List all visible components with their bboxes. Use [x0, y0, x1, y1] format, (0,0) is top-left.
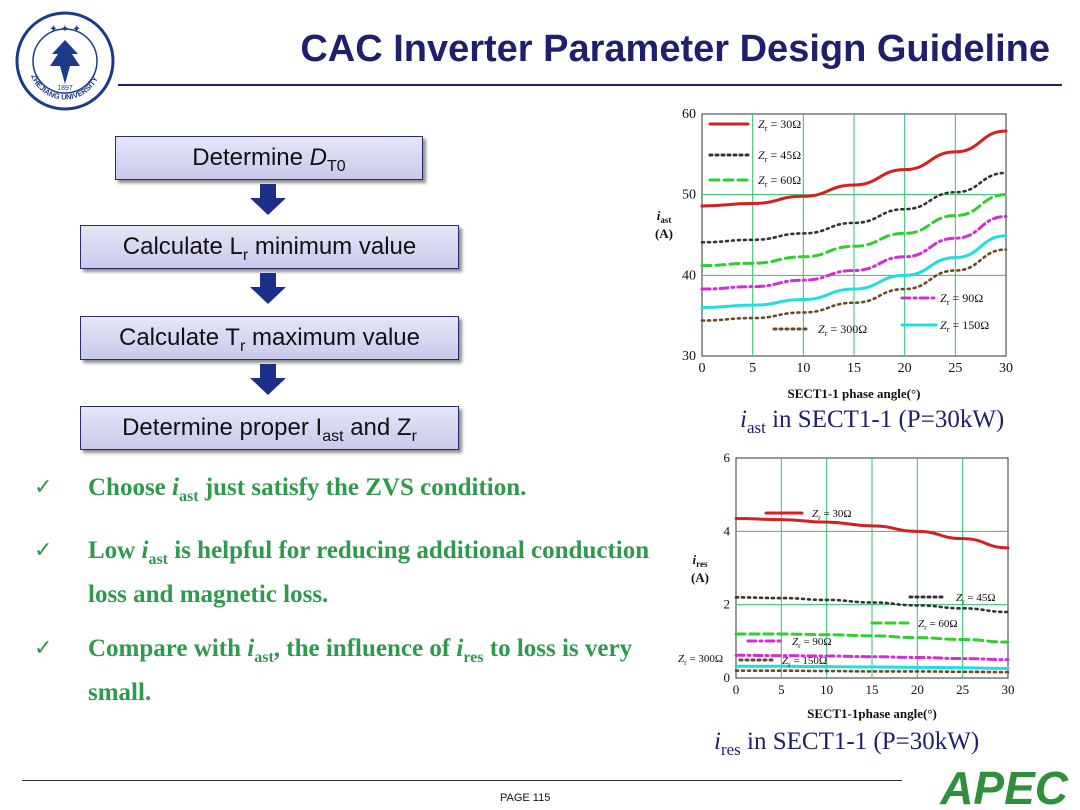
- series-label: $Z_r = 60\Omega$: [918, 618, 958, 632]
- x-tick-label: 25: [956, 682, 970, 697]
- guideline-bullets: [34, 470, 674, 729]
- x-tick-label: 5: [778, 682, 785, 697]
- page-number: PAGE 115: [500, 792, 551, 804]
- legend-label: $Z_r = 150\Omega$: [940, 318, 990, 334]
- y-tick-label: 6: [723, 450, 730, 465]
- y-tick-label: 40: [682, 268, 696, 284]
- x-tick-label: 10: [796, 361, 811, 376]
- checkmark-icon: ✓: [34, 636, 53, 661]
- flow-arrow-icon: [248, 273, 288, 305]
- x-tick-label: 15: [847, 361, 861, 376]
- bullet-item: ✓ Compare with $i_{ast}$, the influence of $i_{res}$ to loss is very small.: [34, 631, 674, 710]
- y-axis-label: $i_{ast}$: [656, 208, 672, 225]
- footer-divider: [22, 780, 902, 781]
- x-tick-label: 30: [999, 361, 1013, 376]
- chart1-caption: $i_{ast}$ in SECT1-1 (P=30kW): [740, 406, 1005, 437]
- apec-logo: [900, 760, 1070, 808]
- title-divider: [118, 84, 1062, 86]
- flow-step-2: Calculate $L_r$ minimum value: [80, 225, 459, 269]
- y-tick-label: 0: [723, 670, 730, 685]
- bullet-item: ✓ Low $i_{ast}$ is helpful for reducing additional conduction loss and magnetic loss.: [34, 533, 674, 612]
- chart2-caption: $i_{res}$ in SECT1-1 (P=30kW): [714, 728, 980, 759]
- series-label: $Z_r = 30\Omega$: [812, 508, 852, 522]
- y-axis-unit: (A): [654, 226, 674, 241]
- logo-year: 1897: [57, 85, 73, 92]
- x-tick-label: 0: [698, 361, 706, 376]
- x-axis-label: SECT1-1 phase angle(°): [787, 386, 921, 401]
- legend-label: $Z_r = 60\Omega$: [758, 173, 802, 189]
- university-logo: [14, 10, 116, 112]
- logo-text: ZHEJIANG UNIVERSITY: [29, 72, 100, 102]
- y-tick-label: 30: [682, 349, 696, 364]
- x-tick-label: 0: [732, 682, 740, 697]
- x-tick-label: 15: [865, 682, 879, 697]
- x-tick-label: 20: [897, 361, 912, 376]
- x-tick-label: 30: [1001, 682, 1015, 697]
- x-tick-label: 5: [749, 361, 757, 376]
- checkmark-icon: ✓: [34, 538, 53, 563]
- legend-label: $Z_r = 45\Omega$: [758, 148, 802, 164]
- y-tick-label: 2: [723, 596, 730, 612]
- x-axis-label: SECT1-1phase angle(°): [807, 706, 937, 721]
- y-tick-label: 50: [682, 187, 696, 203]
- x-tick-label: 20: [910, 682, 924, 697]
- series-label: $Z_r = 150\Omega$: [782, 655, 828, 669]
- flow-arrow-icon: [248, 184, 288, 216]
- legend-label: $Z_r = 30\Omega$: [758, 117, 802, 133]
- flow-step-3: Calculate $T_r$ maximum value: [80, 316, 459, 360]
- series-label: $Z_r = 300\Omega$: [678, 653, 724, 667]
- svg-text:✦ ✦ ✦: ✦ ✦ ✦: [49, 24, 81, 35]
- series-label: $Z_r = 45\Omega$: [956, 592, 996, 606]
- y-tick-label: 60: [682, 107, 696, 122]
- series-label: $Z_r = 90\Omega$: [792, 636, 832, 650]
- y-tick-label: 4: [723, 523, 730, 539]
- legend-label: $Z_r = 90\Omega$: [940, 291, 984, 307]
- legend-label: $Z_r = 300\Omega$: [818, 322, 868, 338]
- checkmark-icon: ✓: [34, 475, 53, 500]
- y-axis-label: $i_{res}$: [692, 552, 708, 569]
- apec-logo-text: APEC: [940, 762, 1068, 808]
- page-title: CAC Inverter Parameter Design Guideline: [300, 28, 1050, 70]
- flow-step-4: Determine proper $I_{ast}$ and $Z_r$: [80, 406, 459, 450]
- bullet-item: ✓ Choose $i_{ast}$ just satisfy the ZVS condition.: [34, 470, 674, 514]
- ires-chart: [670, 448, 1070, 728]
- flow-arrow-icon: [248, 364, 288, 396]
- flow-step-1: Determine $D_{T0}$: [115, 136, 423, 180]
- iast-chart: [640, 100, 1070, 408]
- y-axis-unit: (A): [690, 570, 710, 585]
- x-tick-label: 25: [948, 361, 963, 376]
- x-tick-label: 10: [820, 682, 834, 697]
